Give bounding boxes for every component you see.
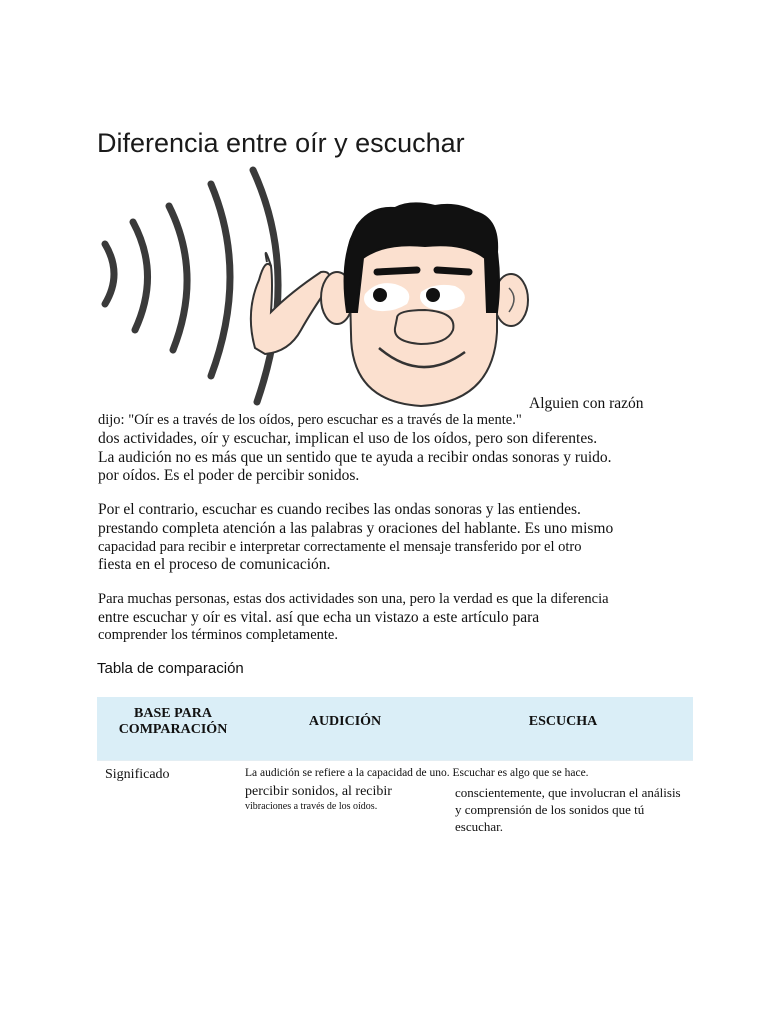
nose — [395, 310, 454, 344]
para2-line-4: fiesta en el proceso de comunicación. — [98, 556, 331, 573]
page-title: Diferencia entre oír y escuchar — [97, 128, 465, 158]
header-basis-line-2: COMPARACIÓN — [118, 722, 228, 737]
header-basis — [97, 706, 249, 738]
table-header — [97, 697, 693, 760]
para2-line-3: capacidad para recibir e interpretar correctamente el mensaje transferido por el otro — [98, 539, 582, 555]
hearing-line-1: percibir sonidos, al recibir — [245, 784, 392, 799]
table-caption: Tabla de comparación — [97, 660, 244, 677]
intro-line-4: La audición no es más que un sentido que te ayuda a recibir ondas sonoras y ruido. — [98, 449, 612, 466]
header-listening: ESCUCHA — [528, 714, 598, 729]
para3-line-2: entre escuchar y oír es vital. así que echa un vistazo a este artículo para — [98, 609, 540, 626]
hearing-line-2: vibraciones a través de los oídos. — [245, 801, 378, 812]
row-top-line: La audición se refiere a la capacidad de uno. Escuchar es algo que se hace. — [245, 767, 589, 779]
listening-line-1: conscientemente, que involucran el análisis — [455, 785, 681, 800]
intro-line-3: dos actividades, oír y escuchar, implican el uso de los oídos, pero son diferentes. — [98, 430, 598, 447]
listening-line-2: y comprensión de los sonidos que tú — [455, 802, 645, 817]
listening-illustration-icon — [95, 162, 535, 412]
row-label-meaning: Significado — [105, 767, 170, 782]
intro-line-2: dijo: "Oír es a través de los oídos, pero escuchar es a través de la mente." — [98, 412, 522, 428]
para3-line-1: Para muchas personas, estas dos actividades son una, pero la verdad es que la diferencia — [98, 591, 609, 607]
intro-line-5: por oídos. Es el poder de percibir sonidos. — [98, 467, 360, 484]
sound-wave-1 — [105, 244, 114, 304]
sound-wave-2 — [133, 222, 148, 330]
para2-line-1: Por el contrario, escuchar es cuando recibes las ondas sonoras y las entiendes. — [98, 501, 581, 518]
right-eye — [426, 288, 440, 302]
listening-line-3: escuchar. — [455, 819, 504, 834]
row-divider — [97, 760, 693, 761]
header-basis-line-1: BASE PARA — [134, 706, 212, 721]
sound-wave-4 — [211, 184, 230, 376]
intro-line-1: Alguien con razón — [529, 395, 644, 412]
header-hearing: AUDICIÓN — [308, 714, 382, 729]
para2-line-2: prestando completa atención a las palabras y oraciones del hablante. Es uno mismo — [98, 520, 614, 537]
sound-wave-3 — [169, 206, 187, 350]
para3-line-3: comprender los términos completamente. — [98, 627, 338, 643]
left-eye — [373, 288, 387, 302]
hand-icon — [251, 264, 330, 354]
